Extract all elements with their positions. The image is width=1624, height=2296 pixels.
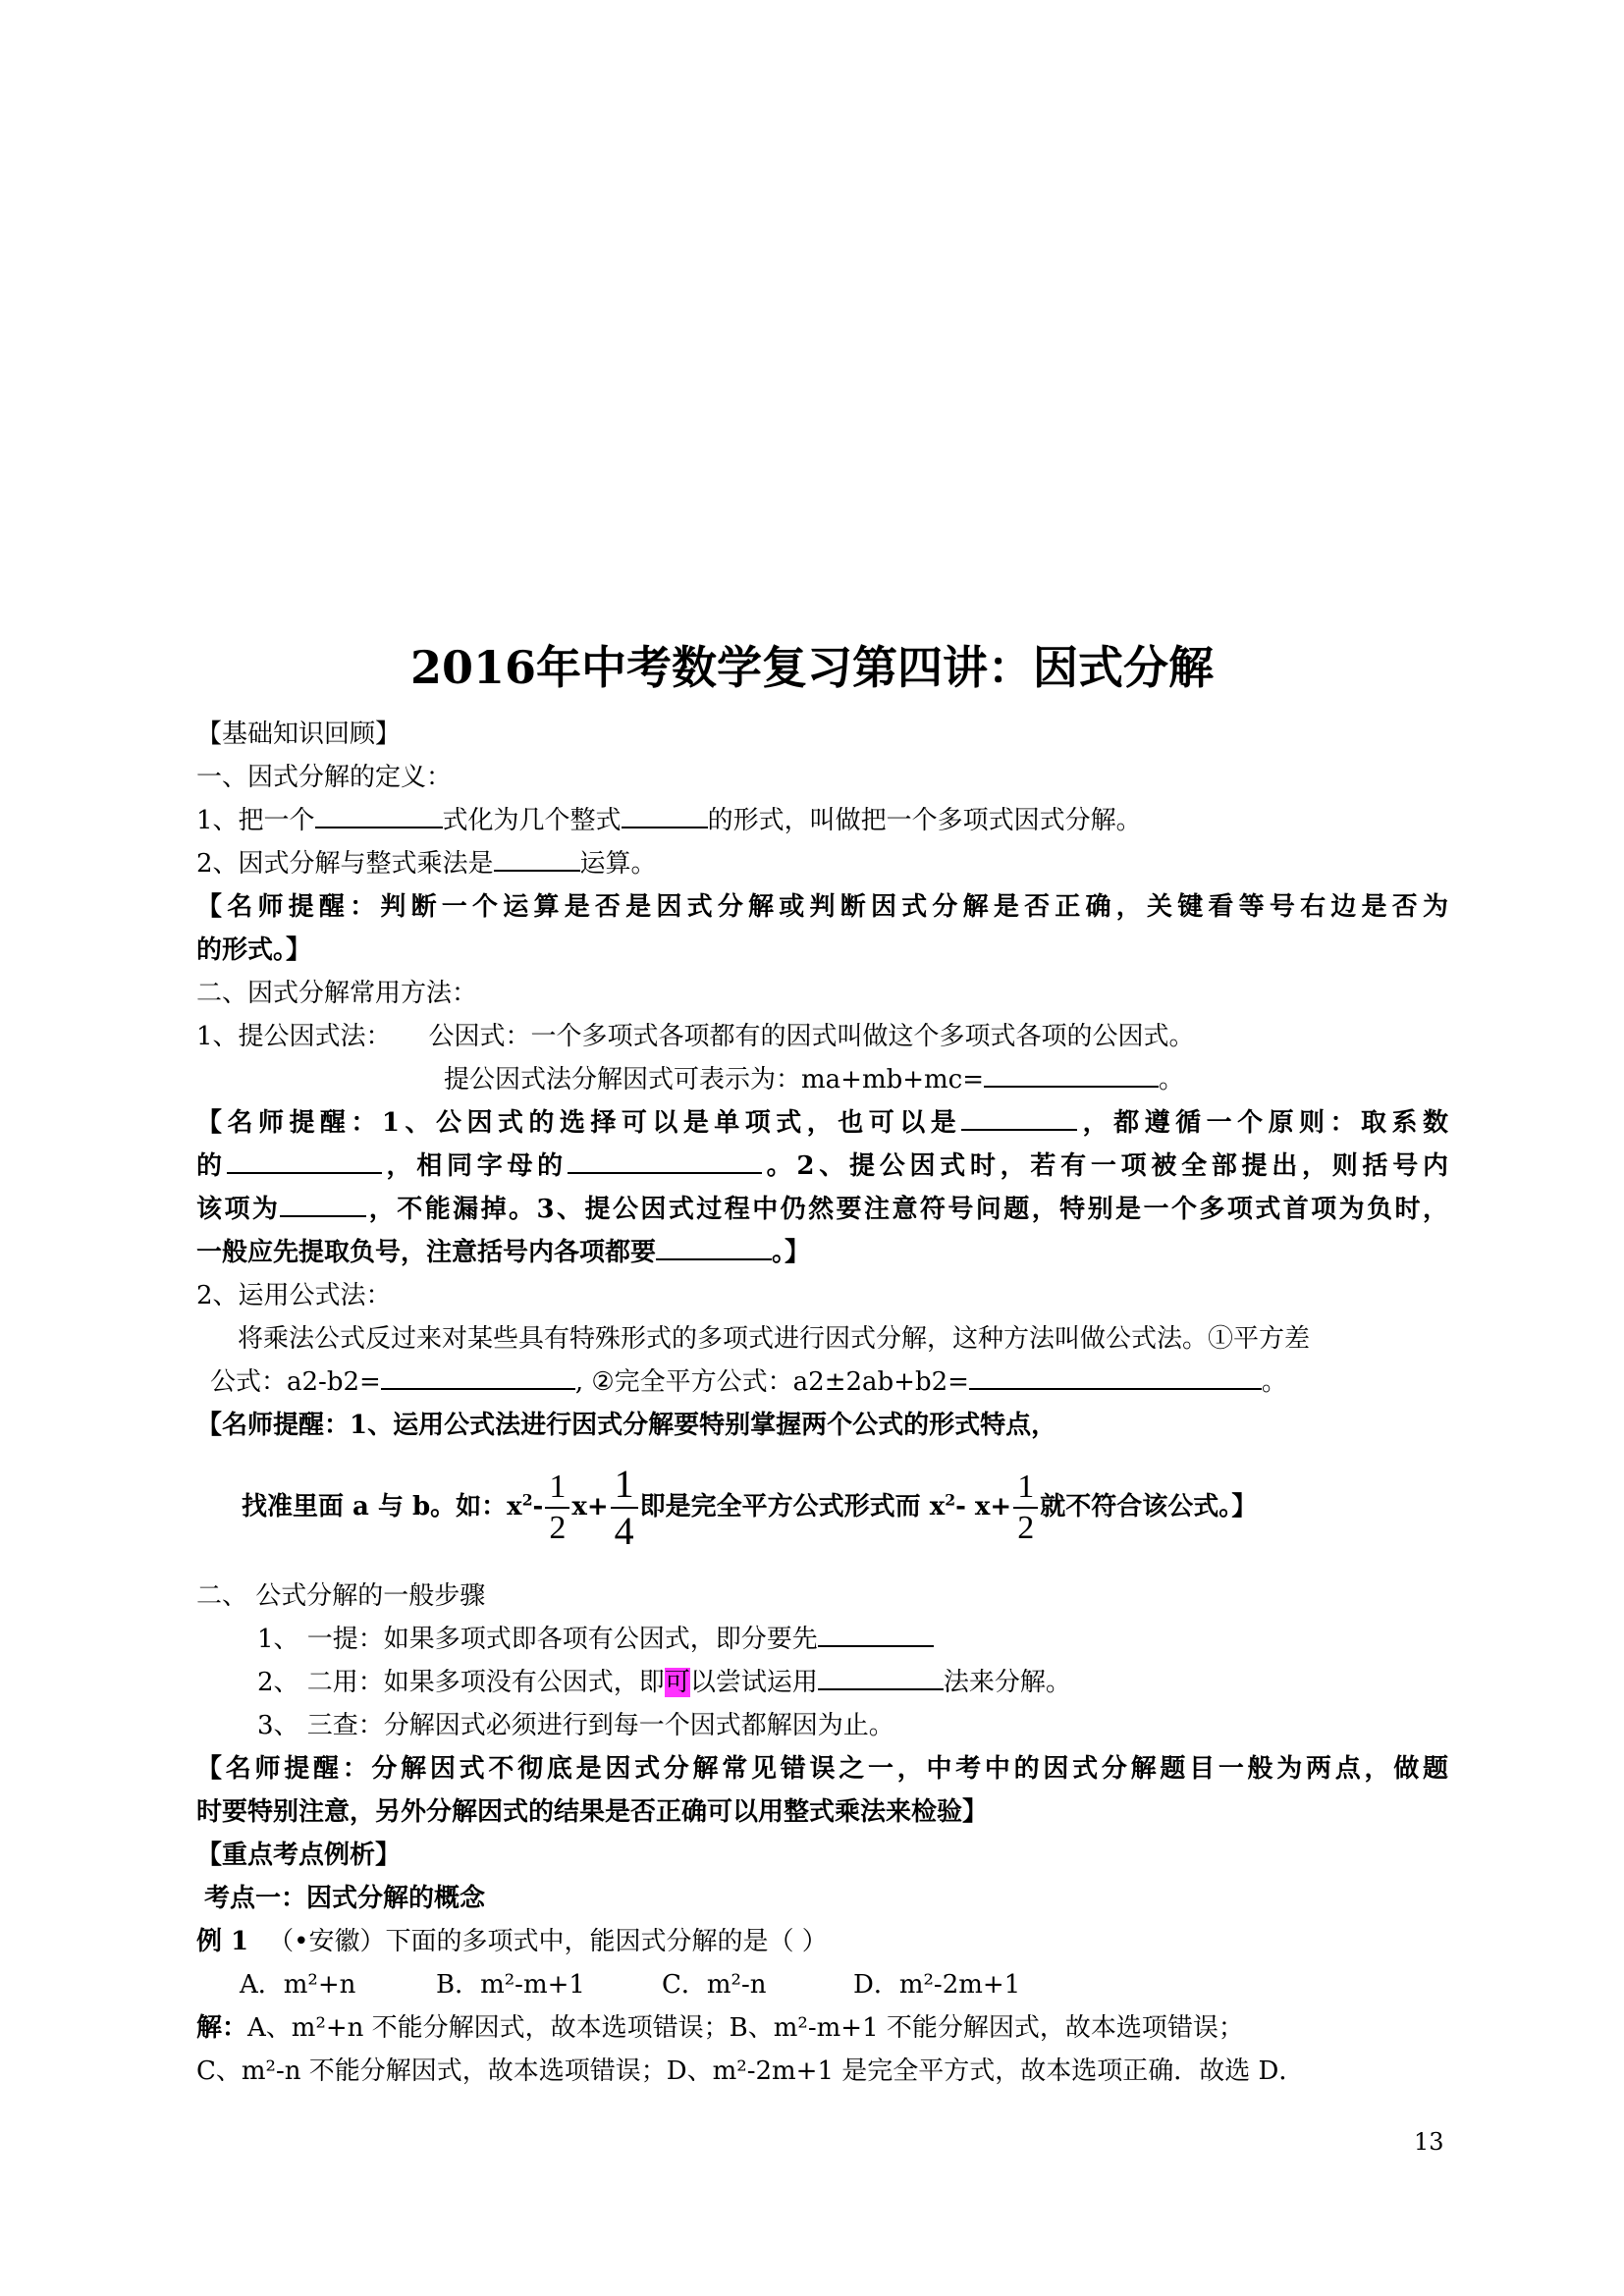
step-text: 2、 二用：如果多项没有公因式，即 [257, 1668, 665, 1697]
teacher-tip-4-line-2: 时要特别注意，另外分解因式的结果是否正确可以用整式乘法来检验】 [196, 1797, 989, 1827]
definition-text: 式化为几个整式 [442, 806, 622, 835]
example-label: 例 1 [196, 1927, 249, 1956]
definition-text: 1、把一个 [196, 806, 315, 835]
fraction-one-half: $\frac{1}{2}$ [545, 1468, 569, 1548]
superscript: 2 [945, 1490, 956, 1510]
method-text: 。 [1261, 1367, 1287, 1397]
fill-blank [984, 1060, 1159, 1088]
fraction-one-quarter: $\frac{1}{4}$ [611, 1462, 638, 1554]
methods-heading: 二、因式分解常用方法： [196, 979, 478, 1008]
page-number: 13 [1414, 2128, 1444, 2156]
step-text: 以尝试运用 [689, 1668, 818, 1697]
tip-text: x+ [571, 1492, 609, 1522]
definition-item-1 [196, 801, 1448, 840]
step-2 [257, 1663, 1509, 1702]
tip-text: 找准里面 a 与 b。如：x [242, 1492, 522, 1522]
tip-text: 一般应先提取负号，注意括号内各项都要 [196, 1238, 657, 1267]
tip-text: 【名师提醒：1、公因式的选择可以是单项式，也可以是 [196, 1108, 962, 1138]
solution-line-2: C、m²-n 不能分解因式，故本选项错误；D、m²-2m+1 是完全平方式，故本选项正确．故选 D． [196, 2056, 1305, 2086]
tip-text: ，相同字母的 [381, 1151, 568, 1181]
steps-heading: 二、 公式分解的一般步骤 [196, 1581, 486, 1611]
fill-blank [280, 1190, 366, 1217]
tip-text: 就不符合该公式。】 [1040, 1492, 1258, 1522]
tip-text: 。2、提公因式时，若有一项被全部提出，则括号内 [761, 1151, 1448, 1181]
method-text: , ②完全平方公式：a2±2ab+b2= [574, 1367, 969, 1397]
fill-blank [494, 844, 580, 872]
option-b: B．m²-m+1 [436, 1970, 585, 2000]
superscript: 2 [521, 1490, 533, 1510]
fill-blank [818, 1663, 944, 1690]
tip-text: 即是完全平方公式形式而 x [639, 1492, 946, 1522]
solution-line-1 [196, 2008, 1448, 2048]
teacher-tip-1-line-1: 【名师提醒：判断一个运算是否是因式分解或判断因式分解是否正确，关键看等号右边是否为 [196, 892, 1448, 922]
exam-point-1: 考点一：因式分解的概念 [204, 1884, 486, 1913]
definition-text: 的形式，叫做把一个多项式因式分解。 [707, 806, 1142, 835]
tip-text: ，都遵循一个原则：取系数 [1077, 1108, 1448, 1138]
fill-blank [568, 1147, 762, 1174]
tip-text: ，不能漏掉。3、提公因式过程中仍然要注意符号问题，特别是一个多项式首项为负时， [366, 1195, 1448, 1224]
solution-text: A、m²+n 不能分解因式，故本选项错误；B、m²-m+1 不能分解因式，故本选项错误； [247, 2013, 1244, 2043]
fill-blank [961, 1103, 1077, 1131]
teacher-tip-4-line-1: 【名师提醒：分解因式不彻底是因式分解常见错误之一，中考中的因式分解题目一般为两点，做题 [196, 1754, 1448, 1784]
fill-blank [381, 1362, 575, 1390]
section-heading-review: 【基础知识回顾】 [196, 720, 402, 749]
method-text: 公因式：一个多项式各项都有的因式叫做这个多项式各项的公因式。 [428, 1022, 1195, 1051]
definition-text: 运算。 [579, 849, 657, 879]
definition-heading: 一、因式分解的定义： [196, 763, 453, 792]
example-text: （•安徽）下面的多项式中，能因式分解的是（ ） [268, 1927, 828, 1956]
option-a: A．m²+n [240, 1970, 356, 2000]
teacher-tip-2-line-2 [196, 1147, 1448, 1186]
fraction-one-half: $\frac{1}{2}$ [1013, 1468, 1038, 1548]
fill-blank [227, 1147, 382, 1174]
method-text: 。 [1159, 1065, 1185, 1095]
fill-blank [969, 1362, 1262, 1390]
method-1-definition [196, 1017, 1448, 1056]
method-text: 提公因式法分解因式可表示为：ma+mb+mc= [444, 1065, 985, 1095]
method-2-line-2 [210, 1362, 1462, 1402]
tip-text: 该项为 [196, 1195, 281, 1224]
highlighted-char: 可 [664, 1668, 690, 1697]
tip-text: 。】 [772, 1238, 811, 1267]
example-1-question [196, 1922, 1448, 1961]
tip-text: - x+ [955, 1492, 1012, 1522]
step-3: 3、 三查：分解因式必须进行到每一个因式都解因为止。 [257, 1711, 894, 1740]
method-text: 公式：a2-b2= [210, 1367, 381, 1397]
tip-text: 的 [196, 1151, 227, 1181]
definition-item-2 [196, 844, 1448, 883]
teacher-tip-2-line-3 [196, 1190, 1448, 1229]
section-heading-examples: 【重点考点例析】 [196, 1841, 402, 1870]
method-2-label: 2、运用公式法： [196, 1281, 392, 1310]
option-c: C．m²-n [662, 1970, 767, 2000]
step-1 [257, 1620, 1509, 1659]
step-text: 法来分解。 [943, 1668, 1071, 1697]
option-d: D．m²-2m+1 [853, 1970, 1021, 2000]
fill-blank [315, 801, 443, 828]
solution-label: 解： [196, 2013, 248, 2043]
fill-blank [656, 1233, 772, 1260]
fill-blank [622, 801, 708, 828]
teacher-tip-3-line-2 [242, 1461, 1493, 1555]
teacher-tip-2-line-4 [196, 1233, 1448, 1272]
definition-text: 2、因式分解与整式乘法是 [196, 849, 494, 879]
method-1-expression [444, 1060, 1327, 1099]
teacher-tip-2-line-1 [196, 1103, 1448, 1143]
page-title: 2016年中考数学复习第四讲：因式分解 [409, 641, 1215, 694]
method-2-line-1: 将乘法公式反过来对某些具有特殊形式的多项式进行因式分解，这种方法叫做公式法。①平方差 [238, 1324, 1311, 1354]
step-text: 1、 一提：如果多项式即各项有公因式，即分要先 [257, 1625, 818, 1654]
method-label: 1、提公因式法： [196, 1022, 392, 1051]
teacher-tip-3-line-1: 【名师提醒：1、运用公式法进行因式分解要特别掌握两个公式的形式特点， [196, 1411, 1057, 1440]
teacher-tip-1-line-2: 的形式。】 [196, 935, 312, 965]
tip-text: - [532, 1492, 544, 1522]
fill-blank [818, 1620, 934, 1647]
example-1-options [240, 1965, 1491, 2004]
